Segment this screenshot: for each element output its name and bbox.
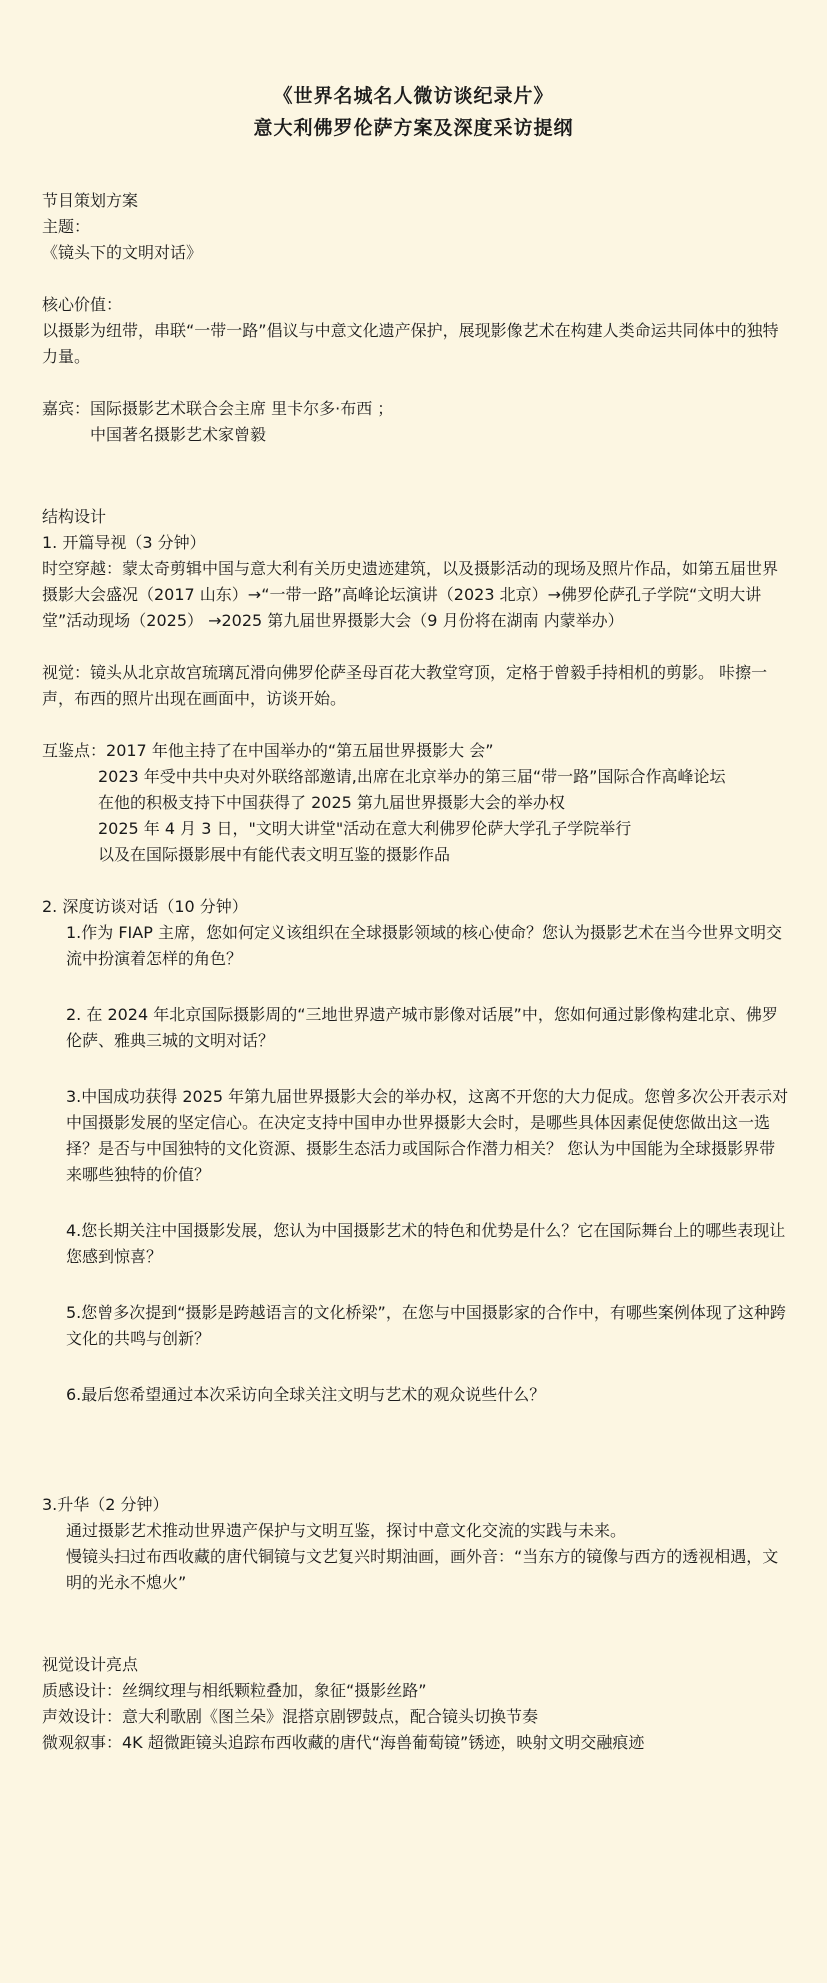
document-title: 《世界名城名人微访谈纪录片》 xyxy=(273,85,554,107)
document-body xyxy=(42,188,790,1756)
question-4: 4.您长期关注中国摄影发展，您认为中国摄影艺术的特色和优势是什么？它在国际舞台上的哪些表现让您感到惊喜？ xyxy=(66,1221,786,1266)
theme-label: 主题： xyxy=(42,217,91,236)
mutual-1: 2017 年他主持了在中国举办的“第五届世界摄影大 会” xyxy=(106,741,494,760)
core-value-text: 以摄影为纽带，串联“一带一路”倡议与中意文化遗产保护，展现影像艺术在构建人类命运共同体中的独特力量。 xyxy=(42,321,779,366)
section-3-text-1: 通过摄影艺术推动世界遗产保护与文明互鉴，探讨中意文化交流的实践与未来。 xyxy=(66,1521,627,1540)
visual-design-heading: 视觉设计亮点 xyxy=(42,1655,139,1674)
question-6: 6.最后您希望通过本次采访向全球关注文明与艺术的观众说些什么？ xyxy=(66,1385,546,1404)
section-3-title: 3.升华（2 分钟） xyxy=(42,1495,169,1514)
document-header xyxy=(0,80,827,144)
mutual-2: 2023 年受中共中央对外联络部邀请,出席在北京举办的第三届“带一路”国际合作高峰论坛 xyxy=(98,767,726,786)
structure-heading: 结构设计 xyxy=(42,507,107,526)
mutual-4: 2025 年 4 月 3 日，"文明大讲堂"活动在意大利佛罗伦萨大学孔子学院举行 xyxy=(98,819,632,838)
mutual-3: 在他的积极支持下中国获得了 2025 第九届世界摄影大会的举办权 xyxy=(98,793,565,812)
question-5: 5.您曾多次提到“摄影是跨越语言的文化桥梁”，在您与中国摄影家的合作中，有哪些案例体现了这种跨文化的共鸣与创新？ xyxy=(66,1303,786,1348)
visual-design-texture: 质感设计：丝绸纹理与相纸颗粒叠加，象征“摄影丝路” xyxy=(42,1681,427,1700)
guest-2: 中国著名摄影艺术家曾毅 xyxy=(90,425,267,444)
question-1: 1.作为 FIAP 主席，您如何定义该组织在全球摄影领域的核心使命？您认为摄影艺术在当今世界文明交流中扮演着怎样的角色？ xyxy=(66,923,782,968)
mutual-5: 以及在国际摄影展中有能代表文明互鉴的摄影作品 xyxy=(98,845,451,864)
guest-label: 嘉宾： xyxy=(42,399,91,418)
section-3-text-2: 慢镜头扫过布西收藏的唐代铜镜与文艺复兴时期油画，画外音：“当东方的镜像与西方的透视相遇，文明的光永不熄火” xyxy=(66,1547,779,1592)
guest-block xyxy=(42,396,790,422)
mutual-label: 互鉴点： xyxy=(42,741,107,760)
visual-design-sound: 声效设计：意大利歌剧《图兰朵》混搭京剧锣鼓点，配合镜头切换节奏 xyxy=(42,1707,539,1726)
mutual-block xyxy=(42,738,790,764)
section-1-visual: 视觉：镜头从北京故宫琉璃瓦滑向佛罗伦萨圣母百花大教堂穹顶，定格于曾毅手持相机的剪影。 咔擦一声，布西的照片出现在画面中，访谈开始。 xyxy=(42,663,768,708)
section-2-title: 2. 深度访谈对话（10 分钟） xyxy=(42,897,248,916)
document-subtitle: 意大利佛罗伦萨方案及深度采访提纲 xyxy=(253,117,574,139)
core-value-label: 核心价值： xyxy=(42,295,123,314)
plan-heading: 节目策划方案 xyxy=(42,191,139,210)
question-3: 3.中国成功获得 2025 年第九届世界摄影大会的举办权，这离不开您的大力促成。您曾多次公开表示对中国摄影发展的坚定信心。在决定支持中国申办世界摄影大会时，是哪些具体因素促使您做出这一选择？是否与中国独特的文化资源、摄影生态活力或国际合作潜力相关？ 您认为中国能为全球摄影界带来哪些独特的价值？ xyxy=(66,1087,789,1184)
theme-text: 《镜头下的文明对话》 xyxy=(42,243,203,262)
guest-1: 国际摄影艺术联合会主席 里卡尔多·布西 ； xyxy=(90,399,394,418)
visual-design-micro: 微观叙事：4K 超微距镜头追踪布西收藏的唐代“海兽葡萄镜”锈迹，映射文明交融痕迹 xyxy=(42,1733,645,1752)
section-1-timespace: 时空穿越：蒙太奇剪辑中国与意大利有关历史遗迹建筑，以及摄影活动的现场及照片作品，如第五届世界摄影大会盛况（2017 山东）→“一带一路”高峰论坛演讲（2023 北京）→佛罗伦萨孔子学院“文明大讲堂”活动现场（2025） →2025 第九届世界摄影大会（9 月份将在湖南 内蒙举办） xyxy=(42,559,779,630)
question-2: 2. 在 2024 年北京国际摄影周的“三地世界遗产城市影像对话展”中，您如何通过影像构建北京、佛罗伦萨、雅典三城的文明对话？ xyxy=(66,1005,778,1050)
section-1-title: 1. 开篇导视（3 分钟） xyxy=(42,533,206,552)
